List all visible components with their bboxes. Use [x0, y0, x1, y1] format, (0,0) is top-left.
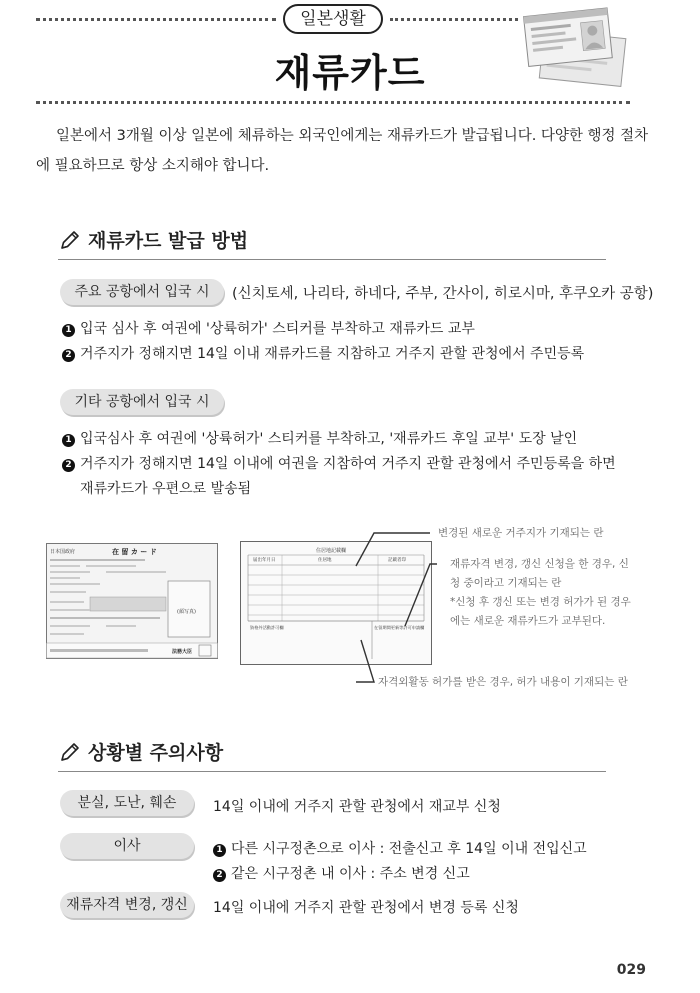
- section-issuance-title: 재류카드 발급 방법: [88, 230, 249, 252]
- circled-number-2-icon: 2: [62, 459, 75, 472]
- caution-moving-desc-1: [213, 838, 587, 858]
- circled-number-2-icon: 2: [213, 869, 226, 882]
- category-pill: 일본생활: [283, 4, 383, 34]
- pencil-icon: [58, 740, 82, 764]
- other-airport-step-2-cont: 재류카드가 우편으로 발송됨: [80, 481, 252, 497]
- caution-status-change-label: 재류자격 변경, 갱신: [60, 892, 194, 918]
- circled-number-2-icon: 2: [62, 349, 75, 362]
- card-front-country: 日本国政府: [50, 549, 76, 555]
- circled-number-1-icon: 1: [213, 844, 226, 857]
- page-number: 029: [616, 962, 646, 978]
- other-airport-label: 기타 공항에서 입국 시: [60, 389, 224, 415]
- caution-lost-desc: 14일 이내에 거주지 관할 관청에서 재교부 신청: [213, 799, 501, 815]
- intro-paragraph: 일본에서 3개월 이상 일본에 체류하는 외국인에게는 재류카드가 발급됩니다. 다양한 행정 절차에 필요하므로 항상 소지해야 합니다.: [36, 128, 649, 174]
- page-title: 재류카드: [274, 51, 426, 95]
- section-cautions-rule: [58, 771, 606, 772]
- card-back-col-date: 届出年月日: [253, 558, 276, 563]
- card-back-col-address: 住居地: [318, 558, 332, 563]
- major-airport-label: 주요 공항에서 입국 시: [60, 279, 224, 305]
- note-renewal-line-2: 청 중이라고 기재되는 란: [450, 577, 562, 589]
- card-front-photo-label: (顔写真): [177, 609, 196, 615]
- caution-moving-desc-1-text: 다른 시구정촌으로 이사 : 전출신고 후 14일 이내 전입신고: [231, 841, 587, 857]
- card-front-title: 在 留 カ ー ド: [112, 548, 157, 556]
- circled-number-1-icon: 1: [62, 324, 75, 337]
- caution-lost-label: 분실, 도난, 훼손: [60, 790, 194, 816]
- other-airport-step-2-text: 거주지가 정해지면 14일 이내에 여권을 지참하여 거주지 관할 관청에서 주민등록을 하면: [80, 456, 616, 472]
- major-airport-list: (신치토세, 나리타, 하네다, 주부, 간사이, 히로시마, 후쿠오카 공항): [232, 286, 654, 302]
- note-permission-field: 자격외활동 허가를 받은 경우, 허가 내용이 기재되는 란: [378, 676, 628, 688]
- section-cautions-title: 상황별 주의사항: [88, 742, 224, 764]
- note-renewal-line-1: 재류자격 변경, 갱신 신청을 한 경우, 신: [450, 558, 629, 570]
- card-back-box-left: 資格外活動許可欄: [250, 625, 284, 630]
- caution-moving-desc-2-text: 같은 시구정촌 내 이사 : 주소 변경 신고: [231, 866, 470, 882]
- circled-number-1-icon: 1: [62, 434, 75, 447]
- card-back-title: 住居地記載欄: [316, 548, 347, 554]
- caution-status-change-desc: 14일 이내에 거주지 관할 관청에서 변경 등록 신청: [213, 900, 519, 916]
- caution-moving-desc-2: [213, 863, 470, 883]
- major-airport-step-1-text: 입국 심사 후 여권에 '상륙허가' 스티커를 부착하고 재류카드 교부: [80, 321, 475, 337]
- card-back-box-right: 在留期間更新等許可申請欄: [374, 625, 425, 630]
- card-back-col-stamp: 記載者印: [388, 558, 406, 563]
- other-airport-step-1-text: 입국심사 후 여권에 '상륙허가' 스티커를 부착하고, '재류카드 후일 교부' 도장 날인: [80, 431, 578, 447]
- major-airport-step-2-text: 거주지가 정해지면 14일 이내 재류카드를 지참하고 거주지 관할 관청에서 주민등록: [80, 346, 585, 362]
- caution-moving-label: 이사: [60, 833, 194, 859]
- note-renewal-line-3: *신청 후 갱신 또는 변경 허가가 된 경우: [450, 596, 631, 608]
- section-cautions-heading: [58, 738, 223, 765]
- note-renewal-line-4: 에는 새로운 재류카드가 교부된다.: [450, 615, 606, 627]
- card-front-issuer: 法務大臣: [172, 649, 193, 655]
- note-address-field: 변경된 새로운 거주지가 기재되는 란: [438, 527, 604, 539]
